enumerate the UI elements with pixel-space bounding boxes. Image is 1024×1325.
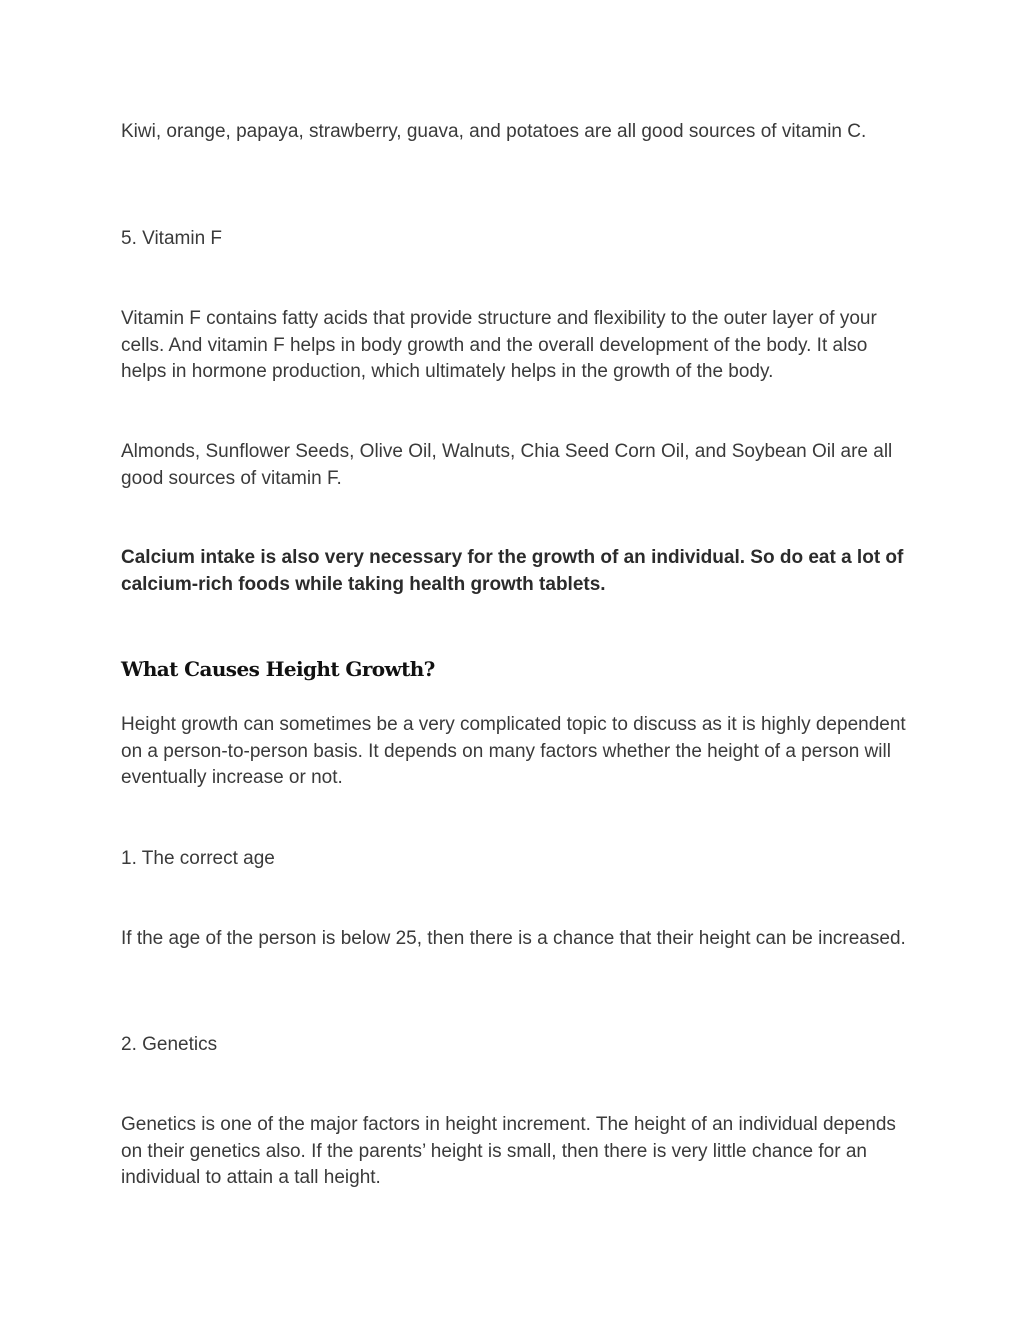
genetics-description-paragraph: Genetics is one of the major factors in height increment. The height of an individual depends on their genetics also. If the parents’ height is small, then there is very little chance for an individual to attain a tall height.: [121, 1114, 896, 1188]
calcium-note-bold-paragraph: Calcium intake is also very necessary for the growth of an individual. So do eat a lot of calcium-rich foods while taking health growth tablets.: [121, 547, 904, 595]
vitamin-f-description-paragraph: Vitamin F contains fatty acids that provide structure and flexibility to the outer layer of your cells. And vitamin F helps in body growth and the overall development of the body. It also helps in hormone production, which ultimately helps in the growth of the body.: [121, 308, 877, 382]
correct-age-description-paragraph: If the age of the person is below 25, then there is a chance that their height can be increased.: [121, 928, 906, 949]
vitamin-f-list-item: 5. Vitamin F: [121, 228, 223, 249]
genetics-list-item: 2. Genetics: [121, 1034, 218, 1055]
vitamin-f-sources-paragraph: Almonds, Sunflower Seeds, Olive Oil, Walnuts, Chia Seed Corn Oil, and Soybean Oil are all good sources of vitamin F.: [121, 441, 893, 489]
height-growth-intro-paragraph: Height growth can sometimes be a very complicated topic to discuss as it is highly dependent on a person-to-person basis. It depends on many factors whether the height of a person will eventually increase or not.: [121, 714, 906, 788]
section-heading: What Causes Height Growth?: [121, 657, 435, 681]
correct-age-list-item: 1. The correct age: [121, 848, 275, 869]
vitamin-c-sources-paragraph: Kiwi, orange, papaya, strawberry, guava, and potatoes are all good sources of vitamin C.: [121, 121, 867, 142]
